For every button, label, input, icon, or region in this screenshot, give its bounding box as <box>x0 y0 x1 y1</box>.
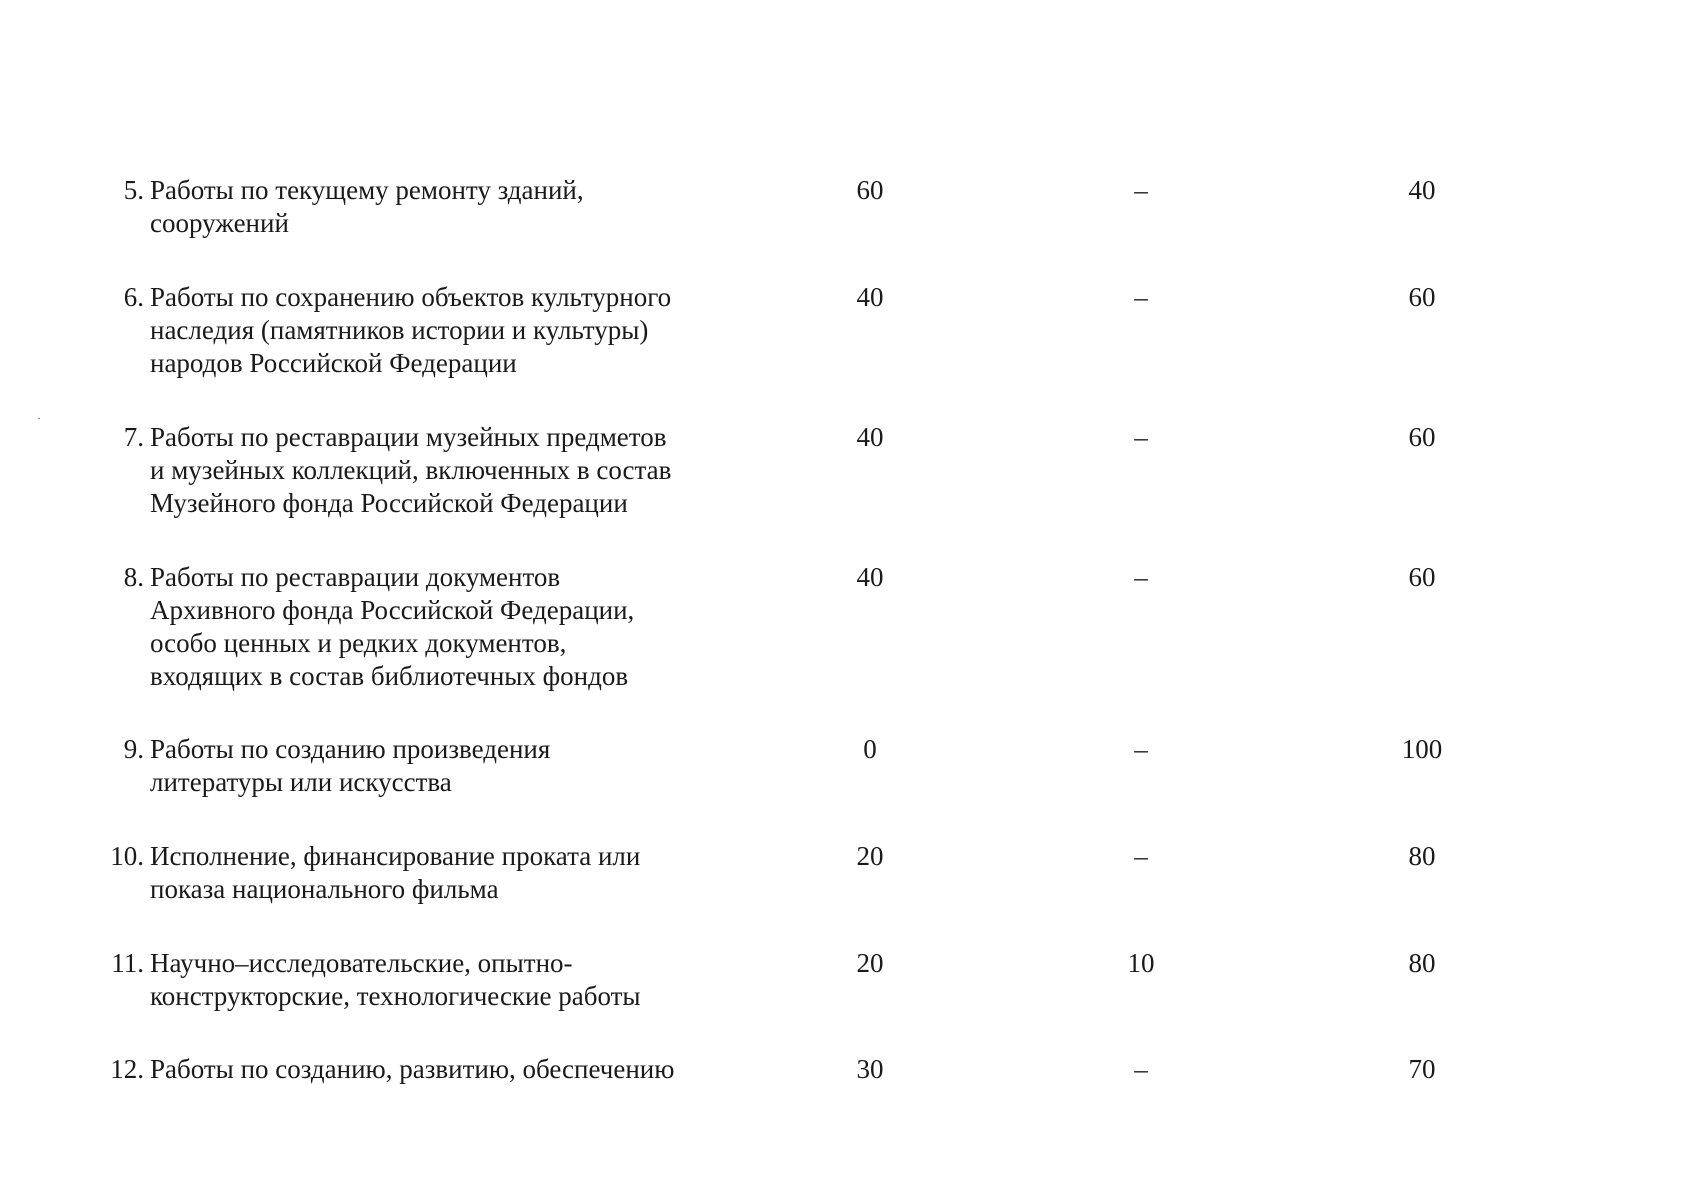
column-2-value: 10 <box>1127 948 1155 978</box>
row-description <box>150 561 710 693</box>
column-3-value: 60 <box>1408 422 1436 452</box>
column-2-value: – <box>1134 841 1148 871</box>
description-line: Музейного фонда Российской Федерации <box>150 488 628 518</box>
row-number: 5. <box>123 175 144 205</box>
description-line: входящих в состав библиотечных фондов <box>150 661 629 691</box>
row-description <box>150 947 710 1013</box>
column-2-value: – <box>1134 1054 1148 1084</box>
row-description <box>150 840 710 906</box>
description-line: наследия (памятников истории и культуры) <box>150 315 649 345</box>
column-1-value: 20 <box>856 948 884 978</box>
row-number: 8. <box>123 562 144 592</box>
column-2-value: – <box>1134 282 1148 312</box>
row-number: 12. <box>110 1054 144 1084</box>
description-line: сооружений <box>150 208 289 238</box>
column-1-value: 0 <box>863 734 877 764</box>
description-line: особо ценных и редких документов, <box>150 628 567 658</box>
column-1-value: 40 <box>856 282 884 312</box>
column-1-value: 40 <box>856 422 884 452</box>
description-line: конструкторские, технологические работы <box>150 981 641 1011</box>
description-line: Работы по созданию, развитию, обеспечению <box>150 1054 675 1084</box>
column-1-value: 60 <box>856 175 884 205</box>
description-line: народов Российской Федерации <box>150 348 517 378</box>
description-line: литературы или искусства <box>150 767 452 797</box>
description-line: Работы по сохранению объектов культурного <box>150 282 672 312</box>
column-2-value: – <box>1134 422 1148 452</box>
column-3-value: 40 <box>1408 175 1436 205</box>
column-1-value: 30 <box>856 1054 884 1084</box>
row-description <box>150 1053 710 1086</box>
scan-speck <box>38 418 40 419</box>
column-2-value: – <box>1134 734 1148 764</box>
column-2-value: – <box>1134 175 1148 205</box>
column-3-value: 80 <box>1408 841 1436 871</box>
column-1-value: 40 <box>856 562 884 592</box>
description-line: Работы по текущему ремонту зданий, <box>150 175 584 205</box>
description-line: Работы по реставрации документов <box>150 562 561 592</box>
column-2-value: – <box>1134 562 1148 592</box>
column-3-value: 60 <box>1408 562 1436 592</box>
row-number: 6. <box>123 282 144 312</box>
column-3-value: 70 <box>1408 1054 1436 1084</box>
row-description <box>150 281 710 380</box>
column-1-value: 20 <box>856 841 884 871</box>
description-line: Работы по реставрации музейных предметов <box>150 422 667 452</box>
description-line: показа национального фильма <box>150 874 499 904</box>
row-number: 9. <box>123 734 144 764</box>
description-line: Научно–исследовательские, опытно- <box>150 948 573 978</box>
row-description <box>150 421 710 520</box>
description-line: Исполнение, финансирование проката или <box>150 841 641 871</box>
column-3-value: 100 <box>1401 734 1443 764</box>
row-description <box>150 733 710 799</box>
description-line: Работы по созданию произведения <box>150 734 551 764</box>
row-number: 10. <box>110 841 144 871</box>
description-line: и музейных коллекций, включенных в состав <box>150 455 672 485</box>
column-3-value: 80 <box>1408 948 1436 978</box>
description-line: Архивного фонда Российской Федерации, <box>150 595 635 625</box>
column-3-value: 60 <box>1408 282 1436 312</box>
row-number: 7. <box>123 422 144 452</box>
row-description <box>150 174 710 240</box>
row-number: 11. <box>111 948 144 978</box>
